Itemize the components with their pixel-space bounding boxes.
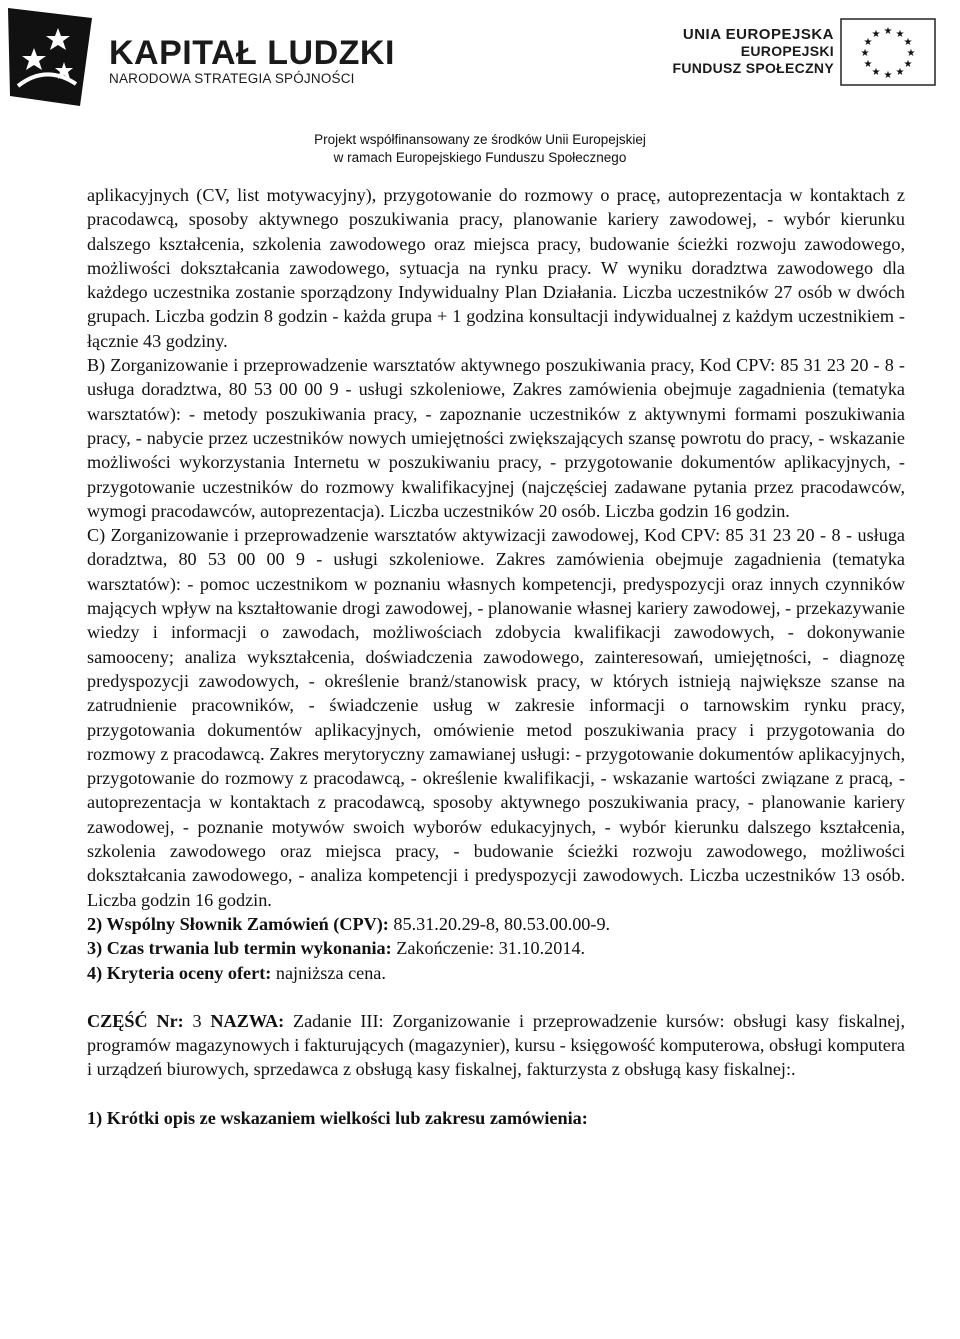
eu-line-3: FUNDUSZ SPOŁECZNY (672, 60, 834, 76)
svg-text:★: ★ (883, 26, 893, 37)
part-label: CZĘŚĆ Nr: (87, 1010, 184, 1031)
svg-text:★: ★ (883, 70, 893, 81)
svg-text:★: ★ (903, 37, 913, 48)
part-3-paragraph (87, 1009, 905, 1082)
paragraph-b: B) Zorganizowanie i przeprowadzenie warsztatów aktywnego poszukiwania pracy, Kod CPV: 85 31 23 20 - 8 - usługa doradztwa, 80 53 00 00 9 - usługi szkoleniowe, Zakres zamówienia obejmuje zagadnienia (tematyka warsztatów): - metody poszukiwania pracy, - zapoznanie uczestników z aktywnymi formami poszukiwania pracy, - nabycie przez uczestników nowych umiejętności zwiększających szansę powrotu do pracy, - wskazanie możliwości wykorzystania Internetu w poszukiwaniu pracy, - przygotowanie dokumentów aplikacyjnych, - przygotowanie uczestników do rozmowy kwalifikacyjnej (najczęściej zadawane pytania przez pracodawców, wymogi pracodawców, autoprezentacja). Liczba uczestników 20 osób. Liczba godzin 16 godzin. (87, 355, 905, 521)
logo-subtitle: NARODOWA STRATEGIA SPÓJNOŚCI (109, 71, 355, 86)
criteria-item (87, 961, 905, 985)
cofinancing-line-2: w ramach Europejskiego Funduszu Społecznego (333, 150, 627, 165)
cpv-item (87, 912, 905, 936)
deadline-item (87, 936, 905, 960)
cofinancing-line-1: Projekt współfinansowany ze środków Unii Europejskiej (314, 132, 646, 147)
svg-text:★: ★ (863, 59, 873, 70)
criteria-value: najniższa cena. (271, 962, 386, 983)
eu-logo-text (673, 26, 834, 77)
document-body (87, 183, 905, 1130)
paragraph-a-continuation: aplikacyjnych (CV, list motywacyjny), przygotowanie do rozmowy o pracę, autoprezentacja w kontaktach z pracodawcą, sposoby aktywnego poszukiwania pracy, planowanie kariery zawodowej, - wybór kierunku dalszego kształcenia, szkolenia zawodowego oraz miejsca pracy, budowanie ścieżki rozwoju zawodowego, możliwości dokształcania zawodowego, sytuacja na rynku pracy. W wyniku doradztwa zawodowego dla każdego uczestnika zostanie sporządzony Indywidualny Plan Działania. Liczba uczestników 27 osób w dwóch grupach. Liczba godzin 8 godzin - każda grupa + 1 godzina konsultacji indywidualnej z każdym uczestnikiem - łącznie 43 godziny. (87, 185, 905, 351)
svg-text:★: ★ (895, 29, 905, 40)
spacer (87, 985, 905, 1009)
criteria-label: 4) Kryteria oceny ofert: (87, 962, 272, 983)
svg-text:★: ★ (906, 48, 916, 59)
deadline-value: Zakończenie: 31.10.2014. (391, 938, 586, 959)
svg-text:★: ★ (895, 67, 905, 78)
kapital-ludzki-logo (6, 4, 395, 114)
eu-flag-icon (840, 18, 936, 86)
cpv-value: 85.31.20.29-8, 80.53.00.00-9. (388, 913, 611, 934)
description-heading (87, 1106, 905, 1130)
eu-line-2: EUROPEJSKI (740, 43, 834, 59)
cpv-label: 2) Wspólny Słownik Zamówień (CPV): (87, 913, 389, 934)
deadline-label: 3) Czas trwania lub termin wykonania: (87, 938, 392, 959)
description-heading-text: 1) Krótki opis ze wskazaniem wielkości lub zakresu zamówienia: (87, 1107, 588, 1128)
eu-logo (660, 18, 960, 98)
logo-title: KAPITAŁ LUDZKI (109, 34, 395, 72)
part-number: 3 (183, 1010, 211, 1031)
svg-text:★: ★ (863, 37, 873, 48)
eu-line-1: UNIA EUROPEJSKA (682, 26, 834, 43)
spacer (87, 1082, 905, 1106)
svg-text:★: ★ (903, 59, 913, 70)
cofinancing-note (0, 131, 960, 167)
kapital-ludzki-mark-icon (6, 4, 98, 109)
svg-text:★: ★ (871, 29, 881, 40)
svg-text:★: ★ (860, 48, 870, 59)
svg-text:★: ★ (871, 67, 881, 78)
paragraph-c: C) Zorganizowanie i przeprowadzenie warsztatów aktywizacji zawodowej, Kod CPV: 85 31 23 20 - 8 - usługa doradztwa, 80 53 00 00 9 - usługi szkoleniowe. Zakres zamówienia obejmuje zagadnienia (tematyka warsztatów): - pomoc uczestnikom w poznaniu własnych kompetencji, predyspozycji oraz innych czynników mających wpływ na kształtowanie drogi zawodowej, - planowanie własnej kariery zawodowej, - przekazywanie wiedzy i informacji o zawodach, możliwościach zdobycia kwalifikacji zawodowych, - dokonywanie samooceny; analiza wykształcenia, doświadczenia zawodowego, zainteresowań, umiejętności, - diagnozę predyspozycji zawodowych, - określenie branż/stanowisk pracy, w których istnieją największe szanse na zatrudnienie pracowników, - świadczenie usług w zakresie informacji o tarnowskim rynku pracy, przygotowania dokumentów aplikacyjnych, omówienie metod poszukiwania pracy i przygotowania do rozmowy z pracodawcą. Zakres merytoryczny zamawianej usługi: - przygotowanie dokumentów aplikacyjnych, przygotowanie do rozmowy z pracodawcą, - określenie kwalifikacji, - wskazanie wartości związane z pracą, - autoprezentacja w kontaktach z pracodawcą, sposoby aktywnego poszukiwania pracy, - planowanie kariery zawodowej, - poznanie motywów swoich wyborów edukacyjnych, - wybór kierunku dalszego kształcenia, szkolenia zawodowego oraz miejsca pracy, - budowanie ścieżki rozwoju zawodowego, możliwości dokształcania zawodowego, - analiza kompetencji i predyspozycji zawodowych. Liczba uczestników 13 osób. Liczba godzin 16 godzin. (87, 525, 905, 910)
part-name-value: Zadanie III: Zorganizowanie i przeprowadzenie kursów: obsługi kasy fiskalnej, programów magazynowych i fakturujących (magazynier), kursu - księgowość komputerowa, obsługi komputera i urządzeń biurowych, sprzedawca z obsługą kasy fiskalnej, fakturzysta z obsługą kasy fiskalnej:. (87, 1010, 905, 1080)
part-name-label: NAZWA: (210, 1010, 285, 1031)
